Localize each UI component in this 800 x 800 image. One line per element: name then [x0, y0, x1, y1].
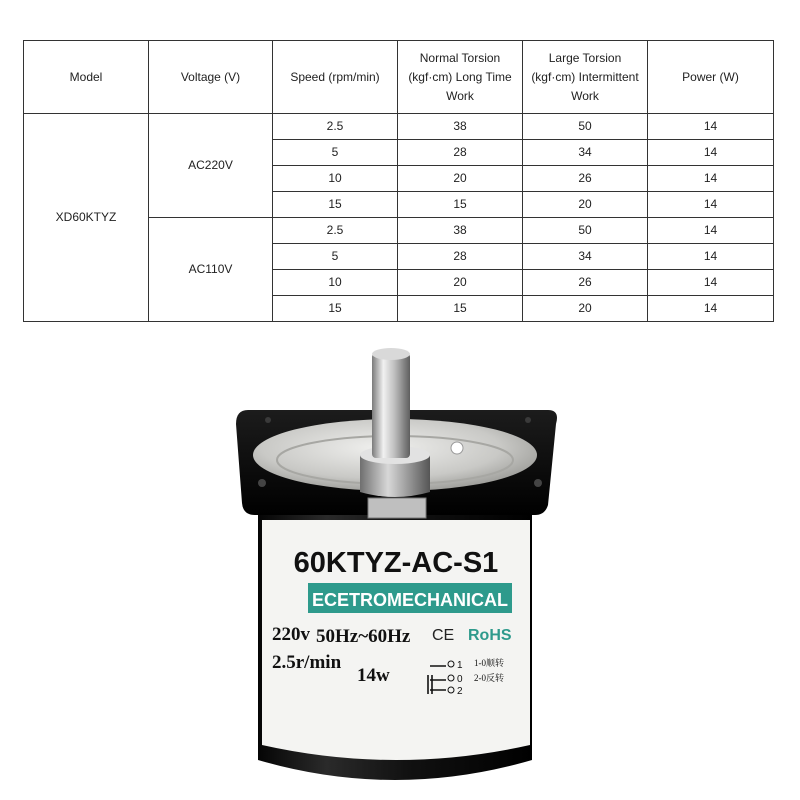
label-voltage: 220v [272, 624, 310, 645]
speed-cell: 10 [273, 270, 398, 296]
normal-torsion-cell: 38 [398, 218, 523, 244]
label-band-text: ECETROMECHANICAL [312, 590, 508, 610]
power-cell: 14 [648, 296, 774, 322]
normal-torsion-cell: 28 [398, 140, 523, 166]
wiring-desc-1: 1-0顺转 [474, 658, 504, 668]
terminal-2: 2 [457, 686, 463, 697]
large-torsion-cell: 34 [523, 244, 648, 270]
table-row [24, 114, 774, 140]
mounting-hole [525, 417, 531, 423]
spec-table [23, 40, 774, 322]
model-cell: XD60KTYZ [24, 114, 149, 322]
voltage-cell: AC110V [149, 218, 273, 322]
label-speed: 2.5r/min [272, 652, 342, 673]
motor-photo [0, 330, 800, 800]
table-header-row [24, 41, 774, 114]
header-large-torsion: Large Torsion (kgf·cm) Intermittent Work [523, 41, 648, 114]
power-cell: 14 [648, 218, 774, 244]
speed-cell: 10 [273, 166, 398, 192]
large-torsion-cell: 50 [523, 218, 648, 244]
large-torsion-cell: 50 [523, 114, 648, 140]
wiring-desc-2: 2-0反转 [474, 673, 504, 683]
mounting-hole [258, 479, 266, 487]
mounting-hole [534, 479, 542, 487]
voltage-cell: AC220V [149, 114, 273, 218]
power-cell: 14 [648, 192, 774, 218]
normal-torsion-cell: 38 [398, 114, 523, 140]
normal-torsion-cell: 28 [398, 244, 523, 270]
normal-torsion-cell: 20 [398, 270, 523, 296]
header-power: Power (W) [648, 41, 774, 114]
gearbox-pin [451, 442, 463, 454]
terminal-1: 1 [457, 660, 463, 671]
header-model: Model [24, 41, 149, 114]
ce-mark: CE [432, 627, 455, 644]
normal-torsion-cell: 15 [398, 296, 523, 322]
power-cell: 14 [648, 114, 774, 140]
mounting-hole [265, 417, 271, 423]
rohs-mark: RoHS [468, 627, 512, 644]
speed-cell: 15 [273, 192, 398, 218]
normal-torsion-cell: 20 [398, 166, 523, 192]
large-torsion-cell: 26 [523, 270, 648, 296]
speed-cell: 15 [273, 296, 398, 322]
power-cell: 14 [648, 244, 774, 270]
speed-cell: 5 [273, 244, 398, 270]
terminal-0: 0 [457, 674, 463, 685]
power-cell: 14 [648, 270, 774, 296]
large-torsion-cell: 20 [523, 192, 648, 218]
label-power: 14w [357, 665, 390, 686]
speed-cell: 2.5 [273, 114, 398, 140]
header-normal-torsion: Normal Torsion (kgf·cm) Long Time Work [398, 41, 523, 114]
label-model: 60KTYZ-AC-S1 [293, 547, 499, 579]
speed-cell: 2.5 [273, 218, 398, 244]
header-voltage: Voltage (V) [149, 41, 273, 114]
output-shaft [372, 353, 410, 458]
normal-torsion-cell: 15 [398, 192, 523, 218]
power-cell: 14 [648, 140, 774, 166]
power-cell: 14 [648, 166, 774, 192]
header-speed: Speed (rpm/min) [273, 41, 398, 114]
large-torsion-cell: 20 [523, 296, 648, 322]
large-torsion-cell: 34 [523, 140, 648, 166]
speed-cell: 5 [273, 140, 398, 166]
large-torsion-cell: 26 [523, 166, 648, 192]
label-frequency: 50Hz~60Hz [316, 626, 411, 647]
